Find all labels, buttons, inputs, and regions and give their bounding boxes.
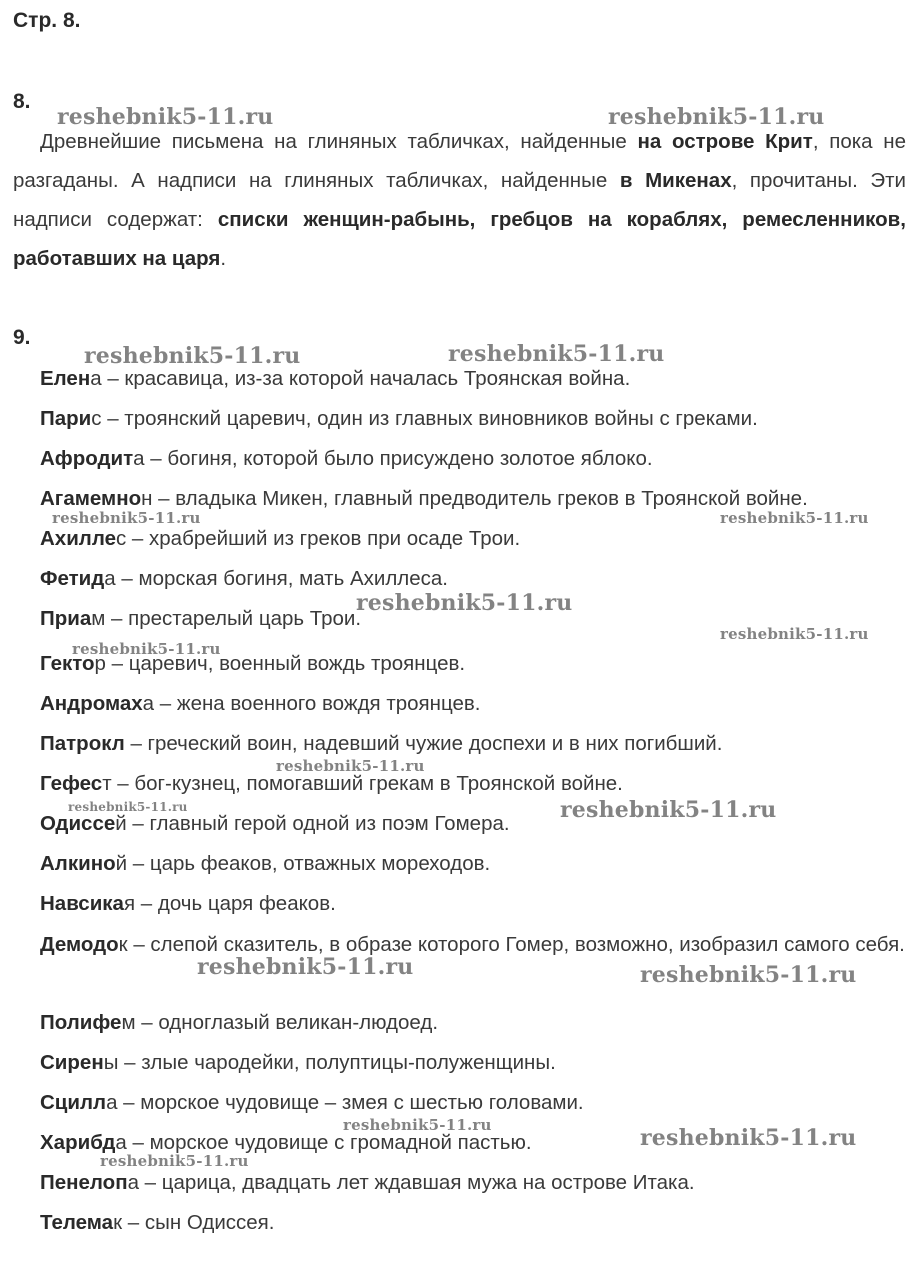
- list-item: [13, 1044, 906, 1084]
- entry-name: Навсика: [40, 892, 124, 915]
- list-item: [13, 885, 906, 925]
- entry-description: а – богиня, которой было присуждено золотое яблоко.: [133, 447, 653, 470]
- entry-name: Сцилл: [40, 1091, 107, 1114]
- watermark: reshebnik5-11.ru: [720, 625, 869, 643]
- page-label: Стр. 8.: [13, 9, 81, 32]
- entry-name: Фетид: [40, 567, 105, 590]
- entry-description: с – храбрейший из греков при осаде Трои.: [115, 527, 521, 550]
- entry-description: к – слепой сказитель, в образе которого Гомер, возможно, изобразил самого себя.: [118, 933, 905, 956]
- entry-description: я – дочь царя феаков.: [123, 892, 336, 915]
- watermark: reshebnik5-11.ru: [68, 800, 188, 814]
- task-8-bold-lists: списки женщин-рабынь, гребцов на кораблях, ремесленников, работавших на царя: [13, 208, 906, 270]
- list-item: [13, 685, 906, 725]
- list-item: [13, 1164, 906, 1204]
- entry-description: а – красавица, из-за которой началась Троянская война.: [90, 367, 631, 390]
- watermark: reshebnik5-11.ru: [640, 1125, 857, 1151]
- task-8-text-part: , прочитаны. Эти надписи содержат:: [13, 169, 907, 231]
- list-item: [13, 400, 906, 440]
- task-8-bold-mycenae: в Микенах: [619, 169, 732, 192]
- entry-description: т – бог-кузнец, помогавший грекам в Троянской войне.: [102, 772, 623, 795]
- task-8-number: 8.: [13, 90, 31, 113]
- list-item: [13, 440, 906, 480]
- entry-description: м – одноглазый великан-людоед.: [121, 1011, 439, 1034]
- entry-description: а – морское чудовище с громадной пастью.: [115, 1131, 532, 1154]
- entry-name: Елен: [40, 367, 91, 390]
- entry-name: Демодо: [40, 933, 119, 956]
- watermark: reshebnik5-11.ru: [608, 104, 825, 130]
- entry-name: Пенелоп: [40, 1171, 128, 1194]
- watermark: reshebnik5-11.ru: [72, 640, 221, 658]
- entry-name: Гекто: [40, 652, 95, 675]
- entry-name: Гефес: [40, 772, 103, 795]
- entry-name: Афродит: [40, 447, 134, 470]
- watermark: reshebnik5-11.ru: [100, 1152, 249, 1170]
- entry-name: Алкино: [40, 852, 116, 875]
- entry-description: – греческий воин, надевший чужие доспехи и в них погибший.: [124, 732, 723, 755]
- task-8-text-part: Древнейшие письмена на глиняных табличках, найденные: [40, 130, 638, 153]
- list-item: [13, 1004, 906, 1044]
- entry-name: Харибд: [40, 1131, 116, 1154]
- task-8-text-part: , пока не разгаданы. А надписи на глиняных табличках, найденные: [13, 130, 906, 192]
- task-9-number: 9.: [13, 326, 31, 349]
- entry-description: м – престарелый царь Трои.: [91, 607, 362, 630]
- entry-name: Одиссе: [40, 812, 116, 835]
- watermark: reshebnik5-11.ru: [560, 797, 777, 823]
- entry-name: Патрокл: [40, 732, 125, 755]
- entry-name: Ахилле: [40, 527, 116, 550]
- entry-name: Андромах: [40, 692, 143, 715]
- watermark: reshebnik5-11.ru: [640, 962, 857, 988]
- entry-description: а – морское чудовище – змея с шестью головами.: [106, 1091, 584, 1114]
- watermark: reshebnik5-11.ru: [343, 1116, 492, 1134]
- entry-description: р – царевич, военный вождь троянцев.: [94, 652, 466, 675]
- entry-name: Пари: [40, 407, 92, 430]
- task-8-text: [13, 122, 906, 278]
- watermark: reshebnik5-11.ru: [276, 757, 425, 775]
- entry-description: ы – злые чародейки, полуптицы-полуженщины.: [103, 1051, 556, 1074]
- entry-description: с – троянский царевич, один из главных виновников войны с греками.: [91, 407, 758, 430]
- watermark: reshebnik5-11.ru: [720, 509, 869, 527]
- task-8-text-part: .: [220, 247, 227, 270]
- watermark: reshebnik5-11.ru: [57, 104, 274, 130]
- entry-description: й – царь феаков, отважных мореходов.: [115, 852, 491, 875]
- watermark: reshebnik5-11.ru: [52, 509, 201, 527]
- list-item: [13, 845, 906, 885]
- entry-description: а – морская богиня, мать Ахиллеса.: [104, 567, 448, 590]
- list-item: [13, 725, 906, 765]
- entry-name: Сирен: [40, 1051, 104, 1074]
- list-item: [13, 1204, 906, 1244]
- entry-name: Агамемно: [40, 487, 142, 510]
- watermark: reshebnik5-11.ru: [356, 590, 573, 616]
- entry-description: н – владыка Микен, главный предводитель греков в Троянской войне.: [141, 487, 808, 510]
- entry-name: Телема: [40, 1211, 114, 1234]
- watermark: reshebnik5-11.ru: [448, 341, 665, 367]
- entry-name: Приа: [40, 607, 92, 630]
- task-8-bold-crete: на острове Крит: [637, 130, 813, 153]
- watermark: reshebnik5-11.ru: [84, 343, 301, 369]
- entry-name: Полифе: [40, 1011, 122, 1034]
- entry-description: к – сын Одиссея.: [113, 1211, 275, 1234]
- entry-description: а – царица, двадцать лет ждавшая мужа на острове Итака.: [127, 1171, 695, 1194]
- watermark: reshebnik5-11.ru: [197, 954, 414, 980]
- entry-description: й – главный герой одной из поэм Гомера.: [115, 812, 510, 835]
- entry-description: а – жена военного вождя троянцев.: [142, 692, 481, 715]
